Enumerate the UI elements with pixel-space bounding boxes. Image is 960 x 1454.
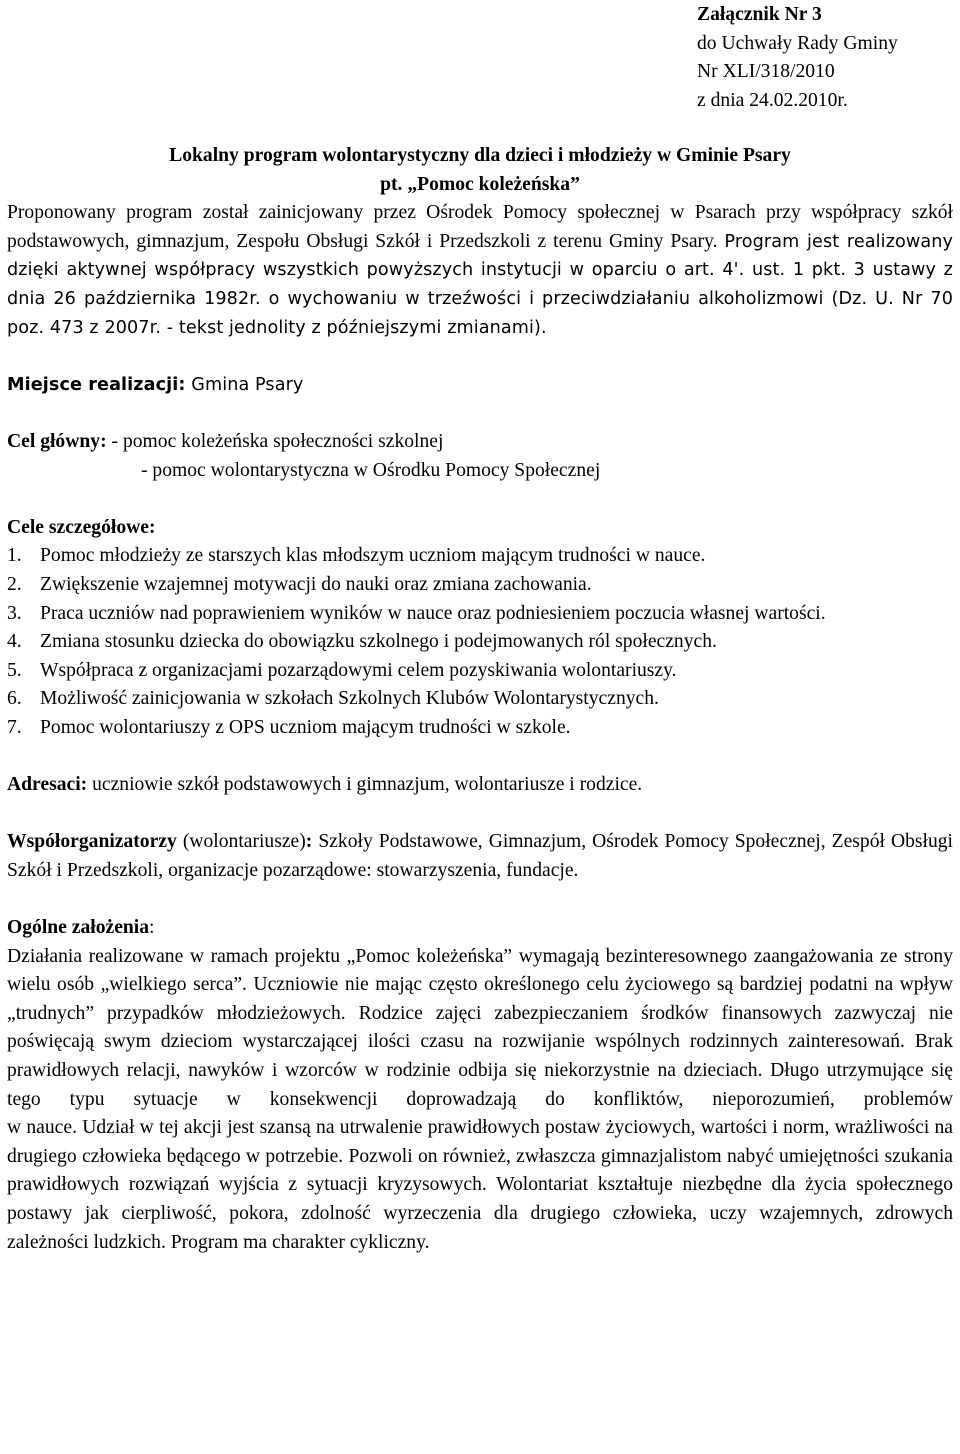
main-goal-label: Cel główny: xyxy=(7,430,107,452)
list-item-text: Możliwość zainicjowania w szkołach Szkolnych Klubów Wolontarystycznych. xyxy=(40,688,659,710)
main-goal-line-1: - pomoc koleżeńska społeczności szkolnej xyxy=(111,430,444,452)
general-paragraph-2: w nauce. Udział w tej akcji jest szansą na utrwalenie prawidłowych postaw życiowych, wartości i norm, wrażliwości na drugiego człowieka będącego w potrzebie. Pozwoli on również, zwłaszcza gimnazjalistom nabyć umiejętności szukania prawidłowych rozwiązań wyjścia z sytuacji kryzysowych. Wolontariat kształtuje niezbędne dla życia społecznego postawy jak cierpliwość, pokora, zdolność wyrzeczenia dla drugiego człowieka, uczy wzajemnych, zdrowych zależności ludzkich. Program ma charakter cykliczny. xyxy=(7,1117,953,1253)
list-item xyxy=(7,542,953,571)
general-paragraph-1: Działania realizowane w ramach projektu „Pomoc koleżeńska” wymagają bezinteresownego zaangażowania ze strony wielu osób „wielkiego serca”. Uczniowie nie mając często określonego celu życiowego są bardziej podatni na wpływ „trudnych” przypadków młodzieżowych. Rodzice zajęci zabezpieczaniem środków finansowych zazwyczaj nie poświęcają swym dzieciom wystarczającej ilości czasu na rozwijanie wspólnych rodzinnych zainteresowań. Brak prawidłowych relacji, nawyków i wzorców w rodzinie odbija się niekorzystnie na dzieciach. Długo utrzymujące się tego typu sytuacje w konsekwencji doprowadzają do konfliktów, nieporozumień, problemów xyxy=(7,945,953,1110)
list-item-text: Praca uczniów nad poprawieniem wyników w nauce oraz podniesieniem poczucia własnej wartości. xyxy=(40,602,826,624)
coorganizers-paren: (wolontariusze) xyxy=(182,831,306,853)
general-label: Ogólne założenia xyxy=(7,917,150,939)
document-subtitle: pt. „Pomoc koleżeńska” xyxy=(380,173,580,195)
main-goal-line-2: - pomoc wolontarystyczna w Ośrodku Pomocy Społecznej xyxy=(141,459,601,481)
location-section xyxy=(7,371,953,400)
attachment-resolution-number: Nr XLI/318/2010 xyxy=(697,61,835,83)
detailed-goals-list xyxy=(7,542,953,742)
list-item-text: Zwiększenie wzajemnej motywacji do nauki oraz zmiana zachowania. xyxy=(40,573,592,595)
list-item xyxy=(7,714,953,743)
list-item-text: Zmiana stosunku dziecka do obowiązku szkolnego i podejmowanych ról społecznych. xyxy=(40,631,717,653)
general-label-line xyxy=(7,914,953,943)
list-item xyxy=(7,600,953,629)
list-item-number: 2. xyxy=(7,573,22,595)
list-item xyxy=(7,685,953,714)
list-item-number: 6. xyxy=(7,688,22,710)
list-item-text: Pomoc młodzieży ze starszych klas młodszym uczniom mającym trudności w nauce. xyxy=(40,545,706,567)
attachment-resolution: do Uchwały Rady Gminy xyxy=(697,32,898,54)
list-item xyxy=(7,628,953,657)
addressees-section xyxy=(7,771,953,800)
attachment-number: Załącznik Nr 3 xyxy=(697,4,822,25)
intro-paragraph xyxy=(7,199,953,342)
list-item-text: Pomoc wolontariuszy z OPS uczniom mającym trudności w szkole. xyxy=(40,716,571,738)
attachment-header xyxy=(697,1,952,115)
addressees-value: uczniowie szkół podstawowych i gimnazjum, wolontariusze i rodzice. xyxy=(92,774,643,796)
detailed-goals-label: Cele szczegółowe: xyxy=(7,516,156,538)
location-label: Miejsce realizacji: xyxy=(7,374,186,395)
list-item-number: 4. xyxy=(7,631,22,653)
document-title: Lokalny program wolontarystyczny dla dzieci i młodzieży w Gminie Psary xyxy=(169,145,791,166)
coorganizers-colon: : xyxy=(305,831,313,853)
intro-part-2: Program jest realizowany dzięki aktywnej współpracy wszystkich powyższych instytucji w oparciu o art. 4'. ust. 1 pkt. 3 ustawy z dnia 26 października 1982r. o wychowaniu w trzeźwości i przeciwdziałaniu alkoholizmowi (Dz. U. Nr 70 poz. 473 z 2007r. - tekst jednolity z późniejszymi zmianami). xyxy=(7,231,953,338)
main-goal-section xyxy=(7,428,953,457)
general-label-colon: : xyxy=(149,917,155,939)
intro-part-1: Proponowany program został zainicjowany przez Ośrodek Pomocy społecznej w Psarach przy współpracy szkół podstawowych, gimnazjum, Zespołu Obsługi Szkół i Przedszkoli z terenu Gminy Psary. xyxy=(7,202,953,252)
list-item-number: 7. xyxy=(7,716,22,738)
list-item-number: 3. xyxy=(7,602,22,624)
coorganizers-label: Współorganizatorzy xyxy=(7,831,177,853)
list-item xyxy=(7,657,953,686)
attachment-date: z dnia 24.02.2010r. xyxy=(697,89,848,111)
list-item xyxy=(7,571,953,600)
coorganizers-value: Szkoły Podstawowe, Gimnazjum, Ośrodek Pomocy Społecznej, Zespół Obsługi Szkół i Przedszkoli, organizacje pozarządowe: stowarzyszenia, fundacje. xyxy=(7,831,953,881)
document-body xyxy=(7,142,953,1257)
addressees-label: Adresaci: xyxy=(7,774,88,796)
coorganizers-section xyxy=(7,828,953,885)
list-item-number: 1. xyxy=(7,545,22,567)
list-item-text: Współpraca z organizacjami pozarządowymi celem pozyskiwania wolontariuszy. xyxy=(40,659,677,681)
location-value: Gmina Psary xyxy=(191,374,304,395)
list-item-number: 5. xyxy=(7,659,22,681)
